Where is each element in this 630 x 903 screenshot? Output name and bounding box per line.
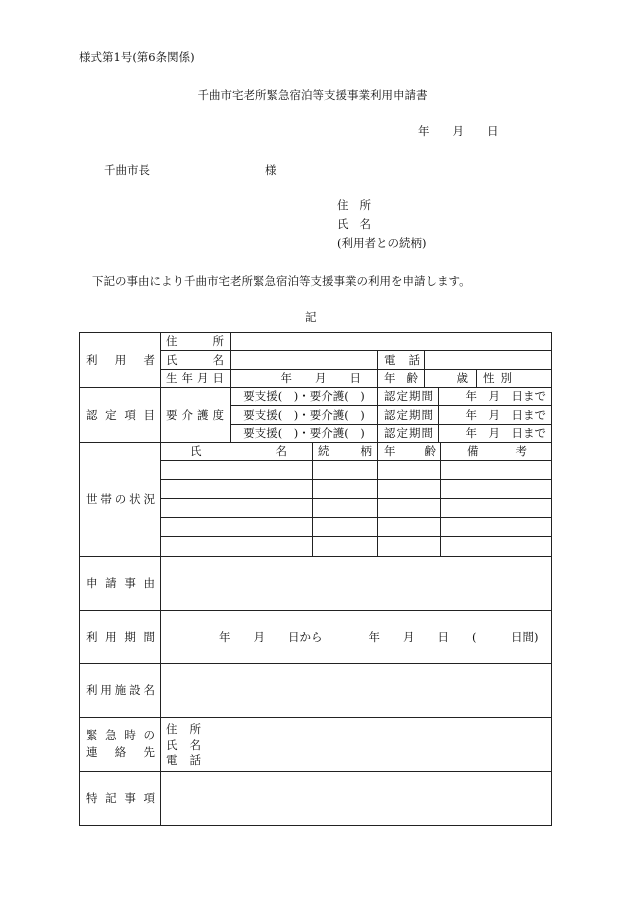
certification-period-label: 認定期間 — [384, 408, 433, 422]
care-status-choice: 要支援( )・要介護( ) — [243, 408, 365, 422]
certification-period-label: 認定期間 — [384, 389, 433, 403]
household-col-name: 氏名 — [190, 444, 287, 458]
household-row — [161, 537, 551, 556]
table-rule — [476, 369, 477, 387]
form-title: 千曲市宅老所緊急宿泊等支援事業利用申請書 — [197, 88, 428, 102]
addressee-name: 千曲市長 — [104, 163, 150, 177]
user-section-label: 利用者 — [86, 353, 155, 367]
user-birthdate-label: 生年月日 — [166, 371, 224, 385]
application-statement: 下記の事由により千曲市宅老所緊急宿泊等支援事業の利用を申請します。 — [92, 274, 471, 288]
user-sex-field — [513, 370, 551, 387]
care-status-choice: 要支援( )・要介護( ) — [243, 389, 365, 403]
table-border-bottom — [79, 825, 552, 826]
emergency-address-label: 住所 — [166, 722, 201, 736]
user-age-label: 年齢 — [384, 371, 418, 385]
household-col-remarks: 備考 — [467, 444, 527, 458]
emergency-contact-label-line1: 緊急時の — [86, 728, 155, 742]
emergency-name-label: 氏名 — [166, 738, 201, 752]
user-address-field — [231, 333, 551, 350]
household-row — [161, 518, 551, 536]
addressee-honorific: 様 — [265, 163, 277, 177]
notes-section-label: 特記事項 — [86, 791, 155, 805]
application-form-table — [79, 332, 552, 826]
care-status-choice: 要支援( )・要介護( ) — [243, 426, 365, 440]
user-phone-label: 電話 — [384, 353, 420, 367]
certification-period-field: 年 月 日まで — [465, 389, 546, 403]
table-rule — [79, 717, 552, 718]
household-col-relationship: 続柄 — [318, 444, 372, 458]
facility-field — [161, 664, 551, 717]
user-sex-label: 性別 — [483, 371, 512, 385]
emergency-contact-label-line2: 連絡先 — [86, 745, 155, 759]
ki-heading: 記 — [305, 310, 317, 324]
certification-period-field: 年 月 日まで — [465, 408, 546, 422]
household-col-age: 年齢 — [384, 444, 436, 458]
application-date: 年 月 日 — [418, 124, 499, 138]
facility-section-label: 利用施設名 — [86, 683, 155, 697]
user-age-field: 歳 — [456, 371, 468, 385]
notes-field — [161, 772, 551, 825]
user-phone-field — [425, 351, 551, 369]
user-name-label: 氏名 — [166, 353, 224, 367]
certification-period-label: 認定期間 — [384, 426, 433, 440]
user-birthdate-field: 年 月 日 — [280, 371, 361, 385]
household-row — [161, 480, 551, 498]
user-name-field — [231, 351, 377, 369]
reason-field — [161, 557, 551, 610]
table-border-right — [551, 332, 552, 826]
emergency-phone-label: 電話 — [166, 753, 201, 767]
household-row — [161, 461, 551, 479]
certification-section-label: 認定項目 — [86, 408, 155, 422]
usage-period-label: 利用期間 — [86, 630, 155, 644]
care-level-label: 要介護度 — [166, 408, 224, 422]
applicant-relationship-label: (利用者との続柄) — [337, 236, 427, 250]
applicant-address-label: 住所 — [337, 198, 371, 212]
usage-period-field: 年 月 日から 年 月 日 ( 日間) — [219, 630, 539, 644]
household-row — [161, 499, 551, 517]
user-address-label: 住所 — [166, 334, 224, 348]
applicant-name-label: 氏名 — [337, 217, 371, 231]
certification-period-field: 年 月 日まで — [465, 426, 546, 440]
form-number: 様式第1号(第6条関係) — [79, 50, 195, 64]
reason-section-label: 申請事由 — [86, 576, 155, 590]
household-section-label: 世帯の状況 — [86, 492, 155, 506]
